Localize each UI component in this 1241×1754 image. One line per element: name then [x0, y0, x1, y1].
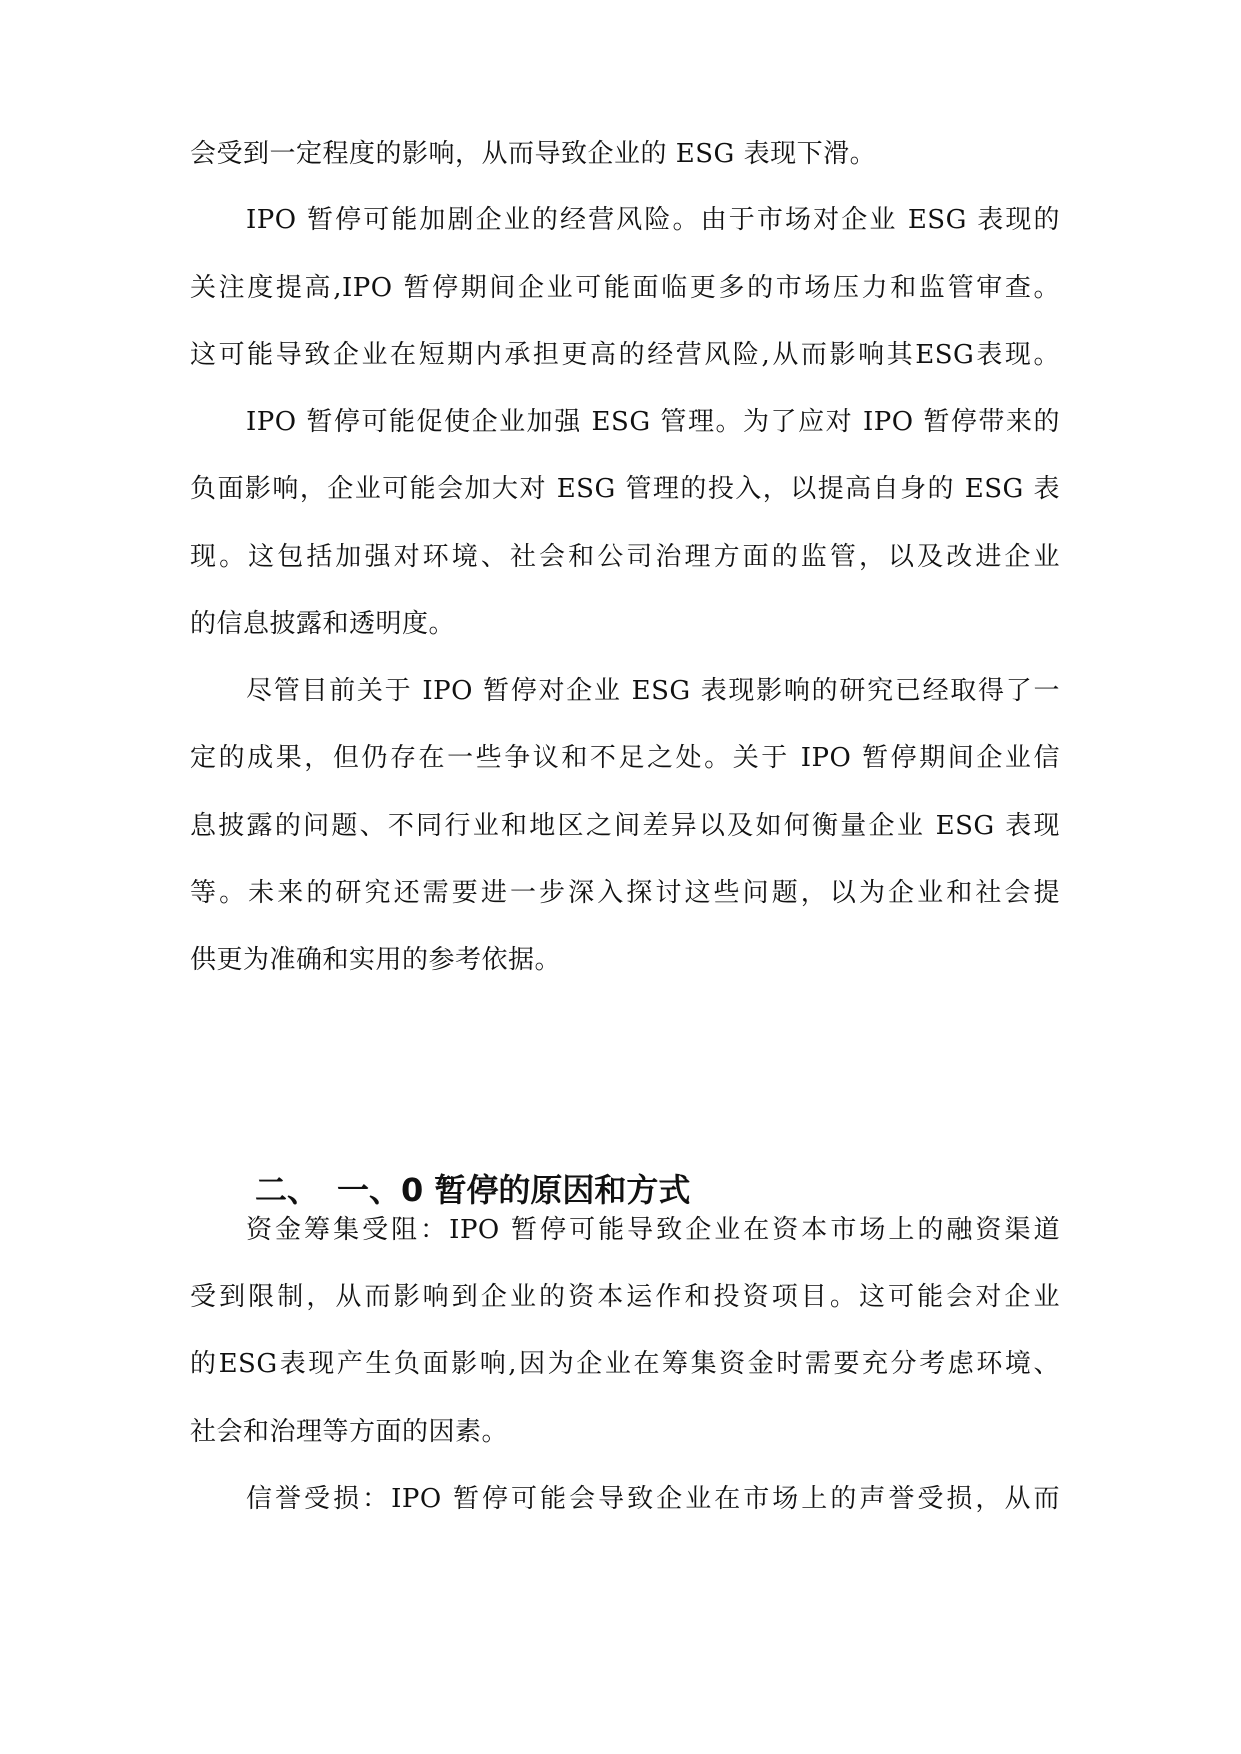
- text-line: 定的成果，但仍存在一些争议和不足之处。关于 IPO 暂停期间企业信: [190, 743, 1060, 773]
- text-line: 社会和治理等方面的因素。: [190, 1417, 509, 1447]
- text-line: 负面影响，企业可能会加大对 ESG 管理的投入，以提高自身的 ESG 表: [190, 474, 1060, 504]
- text-line: 这可能导致企业在短期内承担更高的经营风险,从而影响其ESG表现。: [190, 340, 1060, 370]
- text-line: IPO 暂停可能加剧企业的经营风险。由于市场对企业 ESG 表现的: [246, 205, 1060, 235]
- section-heading: [255, 1168, 690, 1212]
- text-line: 会受到一定程度的影响，从而导致企业的 ESG 表现下滑。: [190, 139, 877, 169]
- text-line: 关注度提高,IPO 暂停期间企业可能面临更多的市场压力和监管审查。: [190, 273, 1060, 303]
- text-line: 供更为准确和实用的参考依据。: [190, 945, 562, 975]
- text-line: 现。这包括加强对环境、社会和公司治理方面的监管，以及改进企业: [190, 542, 1060, 572]
- section-title: 一、0 暂停的原因和方式: [337, 1171, 691, 1209]
- text-line: 等。未来的研究还需要进一步深入探讨这些问题，以为企业和社会提: [190, 878, 1060, 908]
- text-line: 资金筹集受阻：IPO 暂停可能导致企业在资本市场上的融资渠道: [246, 1215, 1060, 1245]
- text-line: 尽管目前关于 IPO 暂停对企业 ESG 表现影响的研究已经取得了一: [246, 676, 1060, 706]
- text-line: 的ESG表现产生负面影响,因为企业在筹集资金时需要充分考虑环境、: [190, 1349, 1060, 1379]
- text-line: 的信息披露和透明度。: [190, 609, 456, 639]
- text-line: IPO 暂停可能促使企业加强 ESG 管理。为了应对 IPO 暂停带来的: [246, 407, 1060, 437]
- section-number: 二、: [255, 1171, 320, 1209]
- text-line: 息披露的问题、不同行业和地区之间差异以及如何衡量企业 ESG 表现: [190, 811, 1060, 841]
- text-line: 受到限制，从而影响到企业的资本运作和投资项目。这可能会对企业: [190, 1282, 1060, 1312]
- text-line: 信誉受损：IPO 暂停可能会导致企业在市场上的声誉受损，从而: [246, 1484, 1060, 1514]
